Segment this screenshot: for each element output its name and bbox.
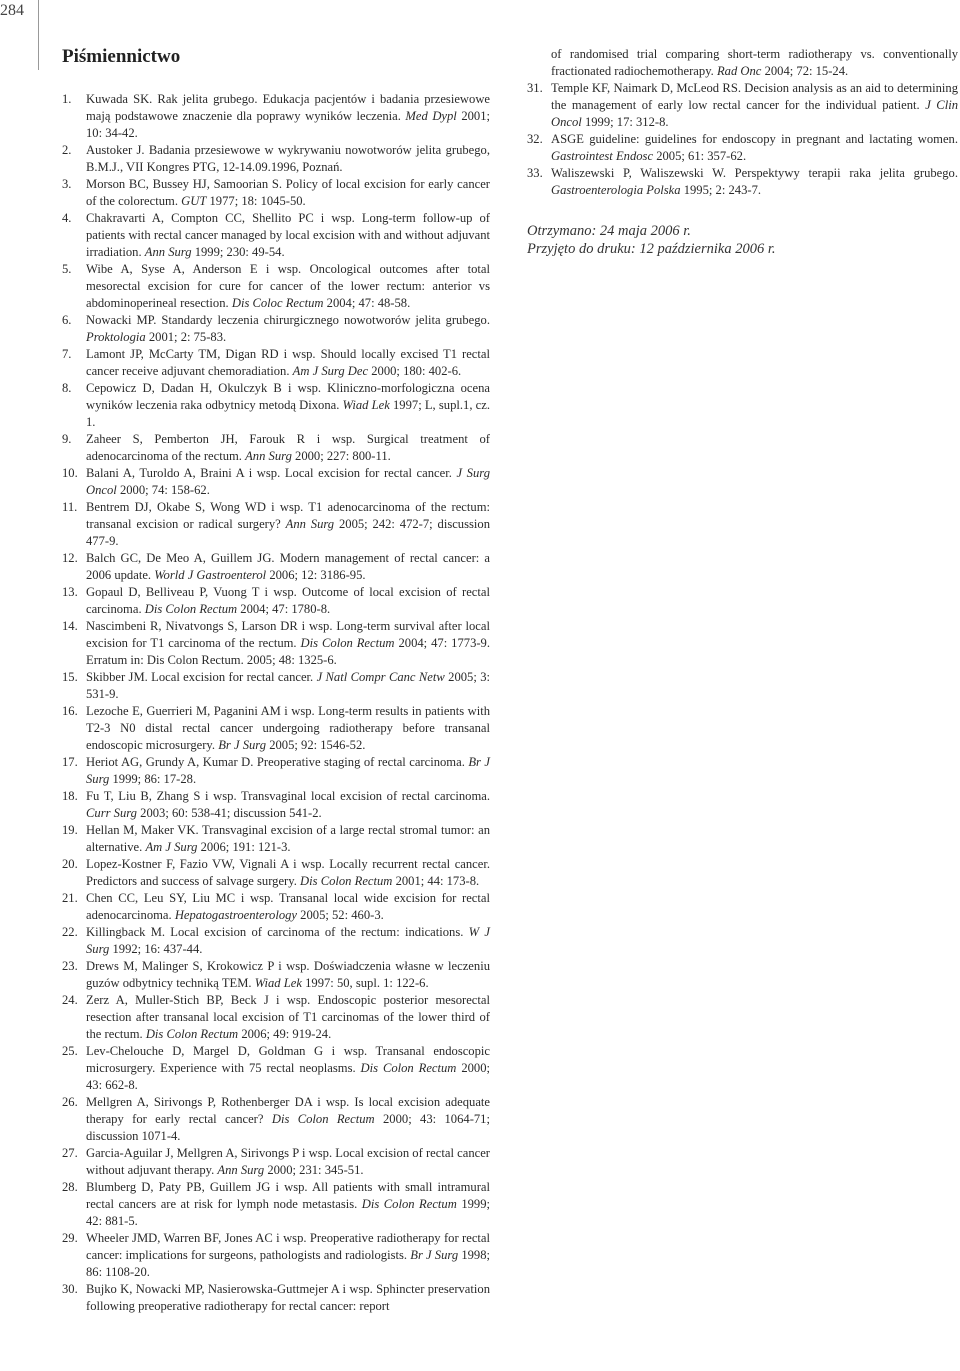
reference-text: Wheeler JMD, Warren BF, Jones AC i wsp. Preoperative radiotherapy for rectal cancer: implications for surgeons, pathologists and radiologists. — [86, 1231, 490, 1262]
reference-journal: Gastroenterologia Polska — [551, 183, 681, 197]
reference-item — [62, 465, 490, 499]
reference-number: 28. — [62, 1180, 78, 1194]
reference-citation: 2004; 47: 1773-9. Erratum in: Dis Colon Rectum. 2005; 48: 1325-6. — [86, 636, 490, 667]
reference-number: 9. — [62, 432, 72, 446]
reference-text: Chen CC, Leu SY, Liu MC i wsp. Transanal local wide excision for rectal adenocarcinoma. — [86, 891, 490, 922]
reference-item — [62, 618, 490, 669]
reference-citation: 2003; 60: 538-41; discussion 541-2. — [140, 806, 322, 820]
reference-item — [62, 703, 490, 754]
references-left-column — [62, 91, 490, 1315]
reference-text: Balani A, Turoldo A, Braini A i wsp. Local excision for rectal cancer. — [86, 466, 452, 480]
reference-item — [62, 176, 490, 210]
reference-citation: 1999; 17: 312-8. — [584, 115, 669, 129]
reference-number: 31. — [527, 81, 543, 95]
accepted-date: Przyjęto do druku: 12 października 2006 r. — [527, 241, 776, 257]
section-title: Piśmiennictwo — [62, 46, 181, 67]
reference-journal: Dis Colon Rectum — [144, 602, 238, 616]
reference-citation: 2001; 10: 34-42. — [86, 109, 491, 140]
reference-item — [527, 131, 958, 165]
reference-number: 2. — [62, 143, 72, 157]
reference-item — [62, 992, 490, 1043]
reference-journal: Rad Onc — [716, 64, 762, 78]
reference-citation: 2000; 43: 1064-71; discussion 1071-4. — [86, 1112, 490, 1143]
reference-text: Gopaul D, Belliveau P, Vuong T i wsp. Outcome of local excision of rectal carcinoma. — [86, 585, 490, 616]
reference-item — [62, 1145, 490, 1179]
reference-text: Lopez-Kostner F, Fazio VW, Vignali A i wsp. Locally recurrent rectal cancer. Predictors and success of salvage surgery. — [86, 857, 490, 888]
reference-journal: Dis Colon Rectum — [271, 1112, 375, 1126]
header-rule — [38, 0, 39, 70]
reference-number: 19. — [62, 823, 78, 837]
reference-citation: 2005; 3: 531-9. — [86, 670, 491, 701]
reference-item — [62, 210, 490, 261]
reference-citation: 2001; 2: 75-83. — [148, 330, 227, 344]
reference-text: Temple KF, Naimark D, McLeod RS. Decision analysis as an aid to determining the management of early low rectal cancer for the individual patient. — [551, 81, 958, 112]
reference-item — [62, 380, 490, 431]
reference-citation: 2004; 72: 15-24. — [764, 64, 849, 78]
reference-item — [62, 550, 490, 584]
reference-citation: 1995; 2: 243-7. — [683, 183, 762, 197]
reference-journal: Med Dypl — [405, 109, 457, 123]
reference-text: Skibber JM. Local excision for rectal cancer. — [86, 670, 314, 684]
reference-item — [62, 890, 490, 924]
reference-text: Mellgren A, Sirivongs P, Rothenberger DA i wsp. Is local excision adequate therapy for early rectal cancer? — [86, 1095, 490, 1126]
reference-citation: 2005; 242: 472-7; discussion 477-9. — [86, 517, 491, 548]
reference-number: 30. — [62, 1282, 78, 1296]
reference-item — [62, 261, 490, 312]
reference-citation: 2005; 92: 1546-52. — [269, 738, 366, 752]
reference-journal: Hepatogastroenterology — [174, 908, 298, 922]
reference-text: Lev-Chelouche D, Margel D, Goldman G i wsp. Transanal endoscopic microsurgery. Experience with 75 rectal neoplasms. — [86, 1044, 490, 1075]
reference-item — [527, 46, 958, 80]
reference-journal: Am J Surg Dec — [292, 364, 369, 378]
reference-number: 16. — [62, 704, 78, 718]
reference-journal: W J Surg — [86, 925, 491, 956]
reference-item — [62, 669, 490, 703]
reference-item — [62, 958, 490, 992]
reference-journal: Am J Surg — [145, 840, 198, 854]
reference-number: 6. — [62, 313, 72, 327]
reference-text: Waliszewski P, Waliszewski W. Perspektywy terapii raka jelita grubego. — [551, 166, 958, 180]
reference-number: 14. — [62, 619, 78, 633]
reference-citation: 2001; 44: 173-8. — [395, 874, 480, 888]
reference-journal: Proktologia — [86, 330, 146, 344]
reference-text: Garcia-Aguilar J, Mellgren A, Sirivongs P i wsp. Local excision of rectal cancer without adjuvant therapy. — [86, 1146, 490, 1177]
reference-journal: Gastrointest Endosc — [551, 149, 654, 163]
reference-number: 1. — [62, 92, 72, 106]
reference-number: 12. — [62, 551, 78, 565]
reference-journal: Br J Surg — [86, 755, 490, 786]
reference-text: Lamont JP, McCarty TM, Digan RD i wsp. Should locally excised T1 rectal cancer receive adjuvant chemoradiation. — [86, 347, 490, 378]
reference-citation: 1999; 42: 881-5. — [86, 1197, 490, 1228]
reference-citation: 2000; 74: 158-62. — [119, 483, 210, 497]
reference-journal: Ann Surg — [217, 1163, 265, 1177]
reference-citation: 2004; 47: 1780-8. — [240, 602, 331, 616]
reference-number: 24. — [62, 993, 78, 1007]
reference-text: Austoker J. Badania przesiewowe w wykrywaniu nowotworów jelita grubego, B.M.J., VII Kongres PTG, 12-14.09.1996, Poznań. — [86, 143, 490, 174]
reference-number: 5. — [62, 262, 72, 276]
reference-journal: Wiad Lek — [254, 976, 302, 990]
reference-item — [62, 822, 490, 856]
reference-text: Kuwada SK. Rak jelita grubego. Edukacja pacjentów i badania przesiewowe mają podstawowe znaczenie dla poprawy wyników leczenia. — [86, 92, 490, 123]
reference-citation: 2006; 191: 121-3. — [200, 840, 291, 854]
reference-item — [62, 754, 490, 788]
reference-journal: GUT — [181, 194, 207, 208]
reference-citation: 2000; 43: 662-8. — [86, 1061, 490, 1092]
reference-citation: 2005; 52: 460-3. — [300, 908, 384, 922]
reference-citation: 2000; 231: 345-51. — [267, 1163, 364, 1177]
reference-text: Chakravarti A, Compton CC, Shellito PC i wsp. Long-term follow-up of patients with rectal cancer managed by local excision with and without adjuvant irradiation. — [86, 211, 490, 259]
reference-citation: 1998; 86: 1108-20. — [86, 1248, 490, 1279]
reference-number: 25. — [62, 1044, 78, 1058]
reference-citation: 1997: 50, supl. 1: 122-6. — [305, 976, 429, 990]
reference-text: Fu T, Liu B, Zhang S i wsp. Transvaginal local excision of rectal carcinoma. — [86, 789, 490, 803]
reference-text: of randomised trial comparing short-term radiotherapy vs. conventionally fractionated radiochemotherapy. — [551, 47, 958, 78]
reference-item — [527, 165, 958, 199]
reference-number: 11. — [62, 500, 78, 514]
reference-item — [62, 1281, 490, 1315]
reference-citation: 2000; 227: 800-11. — [295, 449, 391, 463]
reference-text: Cepowicz D, Dadan H, Okulczyk B i wsp. Kliniczno-morfologiczna ocena wyników leczenia raka odbytnicy metodą Dixona. — [86, 381, 490, 412]
reference-number: 4. — [62, 211, 72, 225]
reference-text: Heriot AG, Grundy A, Kumar D. Preoperative staging of rectal carcinoma. — [86, 755, 465, 769]
reference-number: 26. — [62, 1095, 78, 1109]
reference-text: Nowacki MP. Standardy leczenia chirurgicznego nowotworów jelita grubego. — [86, 313, 490, 327]
reference-journal: J Surg Oncol — [86, 466, 490, 497]
reference-number: 23. — [62, 959, 78, 973]
references-right-column — [527, 46, 958, 199]
reference-number: 15. — [62, 670, 78, 684]
reference-text: Wibe A, Syse A, Anderson E i wsp. Oncological outcomes after total mesorectal excision for cure for cancer of the lower rectum: anterior vs abdominoperineal resection. — [86, 262, 490, 310]
reference-number: 33. — [527, 166, 543, 180]
reference-item — [62, 431, 490, 465]
reference-item — [62, 91, 490, 142]
page-number: 284 — [0, 2, 24, 19]
reference-item — [62, 1179, 490, 1230]
reference-journal: J Clin Oncol — [551, 98, 958, 129]
reference-text: Drews M, Malinger S, Krokowicz P i wsp. Doświadczenia własne w leczeniu guzów odbytnicy techniką TEM. — [86, 959, 490, 990]
reference-number: 20. — [62, 857, 78, 871]
reference-number: 22. — [62, 925, 78, 939]
reference-citation: 2000; 180: 402-6. — [371, 364, 462, 378]
reference-item — [62, 499, 490, 550]
reference-journal: Dis Colon Rectum — [145, 1027, 239, 1041]
reference-number: 3. — [62, 177, 72, 191]
reference-text: Zerz A, Muller-Stich BP, Beck J i wsp. Endoscopic posterior mesorectal resection after transanal local excision of T1 carcinomas of the lower third of the rectum. — [86, 993, 490, 1041]
reference-journal: Ann Surg — [144, 245, 192, 259]
reference-text: Nascimbeni R, Nivatvongs S, Larson DR i wsp. Long-term survival after local excision for T1 carcinoma of the rectum. — [86, 619, 490, 650]
reference-text: Zaheer S, Pemberton JH, Farouk R i wsp. Surgical treatment of adenocarcinoma of the rectum. — [86, 432, 490, 463]
reference-text: Killingback M. Local excision of carcinoma of the rectum: indications. — [86, 925, 464, 939]
received-date: Otrzymano: 24 maja 2006 r. — [527, 223, 691, 239]
reference-journal: Br J Surg — [218, 738, 267, 752]
reference-journal: Dis Colon Rectum — [360, 1061, 457, 1075]
reference-text: Balch GC, De Meo A, Guillem JG. Modern management of rectal cancer: a 2006 update. — [86, 551, 490, 582]
reference-journal: Ann Surg — [245, 449, 292, 463]
reference-citation: 1999; 86: 17-28. — [112, 772, 197, 786]
reference-citation: 1997; L, supl.1, cz. 1. — [86, 398, 490, 429]
reference-journal: World J Gastroenterol — [154, 568, 267, 582]
reference-text: Lezoche E, Guerrieri M, Paganini AM i wsp. Long-term results in patients with T2-3 N0 distal rectal cancer undergoing radiotherapy before transanal endoscopic microsurgery. — [86, 704, 490, 752]
reference-number: 18. — [62, 789, 78, 803]
reference-number: 17. — [62, 755, 78, 769]
reference-item — [62, 1043, 490, 1094]
reference-item — [62, 1094, 490, 1145]
reference-citation: 1999; 230: 49-54. — [194, 245, 285, 259]
reference-item — [62, 312, 490, 346]
reference-citation: 2005; 61: 357-62. — [656, 149, 747, 163]
reference-text: Blumberg D, Paty PB, Guillem JG i wsp. All patients with small intramural rectal cancers are at risk for lymph node metastasis. — [86, 1180, 490, 1211]
reference-item — [62, 142, 490, 176]
reference-number: 13. — [62, 585, 78, 599]
reference-number: 32. — [527, 132, 543, 146]
reference-text: Bentrem DJ, Okabe S, Wong WD i wsp. T1 adenocarcinoma of the rectum: transanal excision or radical surgery? — [86, 500, 490, 531]
reference-text: Hellan M, Maker VK. Transvaginal excision of a large rectal stromal tumor: an alternative. — [86, 823, 490, 854]
reference-citation: 2004; 47: 48-58. — [326, 296, 411, 310]
reference-text: ASGE guideline: guidelines for endoscopy in pregnant and lactating women. — [551, 132, 958, 146]
reference-item — [62, 1230, 490, 1281]
reference-number: 7. — [62, 347, 72, 361]
reference-number: 10. — [62, 466, 78, 480]
reference-citation: 2006; 49: 919-24. — [241, 1027, 332, 1041]
reference-number: 27. — [62, 1146, 78, 1160]
reference-text: Bujko K, Nowacki MP, Nasierowska-Guttmejer A i wsp. Sphincter preservation following preoperative radiotherapy for rectal cancer: report — [86, 1282, 490, 1313]
reference-journal: Wiad Lek — [342, 398, 390, 412]
reference-number: 29. — [62, 1231, 78, 1245]
reference-journal: Dis Colon Rectum — [300, 874, 393, 888]
reference-citation: 1992; 16: 437-44. — [112, 942, 203, 956]
reference-journal: Br J Surg — [410, 1248, 459, 1262]
reference-journal: Dis Colon Rectum — [300, 636, 395, 650]
reference-item — [62, 346, 490, 380]
reference-item — [62, 856, 490, 890]
received-dates — [527, 222, 776, 258]
reference-journal: Dis Colon Rectum — [361, 1197, 457, 1211]
reference-citation: 2006; 12: 3186-95. — [269, 568, 366, 582]
reference-item — [62, 788, 490, 822]
reference-journal: Curr Surg — [86, 806, 137, 820]
reference-number: 8. — [62, 381, 72, 395]
reference-item — [62, 924, 490, 958]
reference-text: Morson BC, Bussey HJ, Samoorian S. Policy of local excision for early cancer of the colorectum. — [86, 177, 490, 208]
reference-item — [527, 80, 958, 131]
reference-item — [62, 584, 490, 618]
reference-citation: 1977; 18: 1045-50. — [209, 194, 306, 208]
reference-journal: J Natl Compr Canc Netw — [316, 670, 445, 684]
reference-number: 21. — [62, 891, 78, 905]
reference-journal: Ann Surg — [285, 517, 335, 531]
reference-journal: Dis Coloc Rectum — [231, 296, 324, 310]
